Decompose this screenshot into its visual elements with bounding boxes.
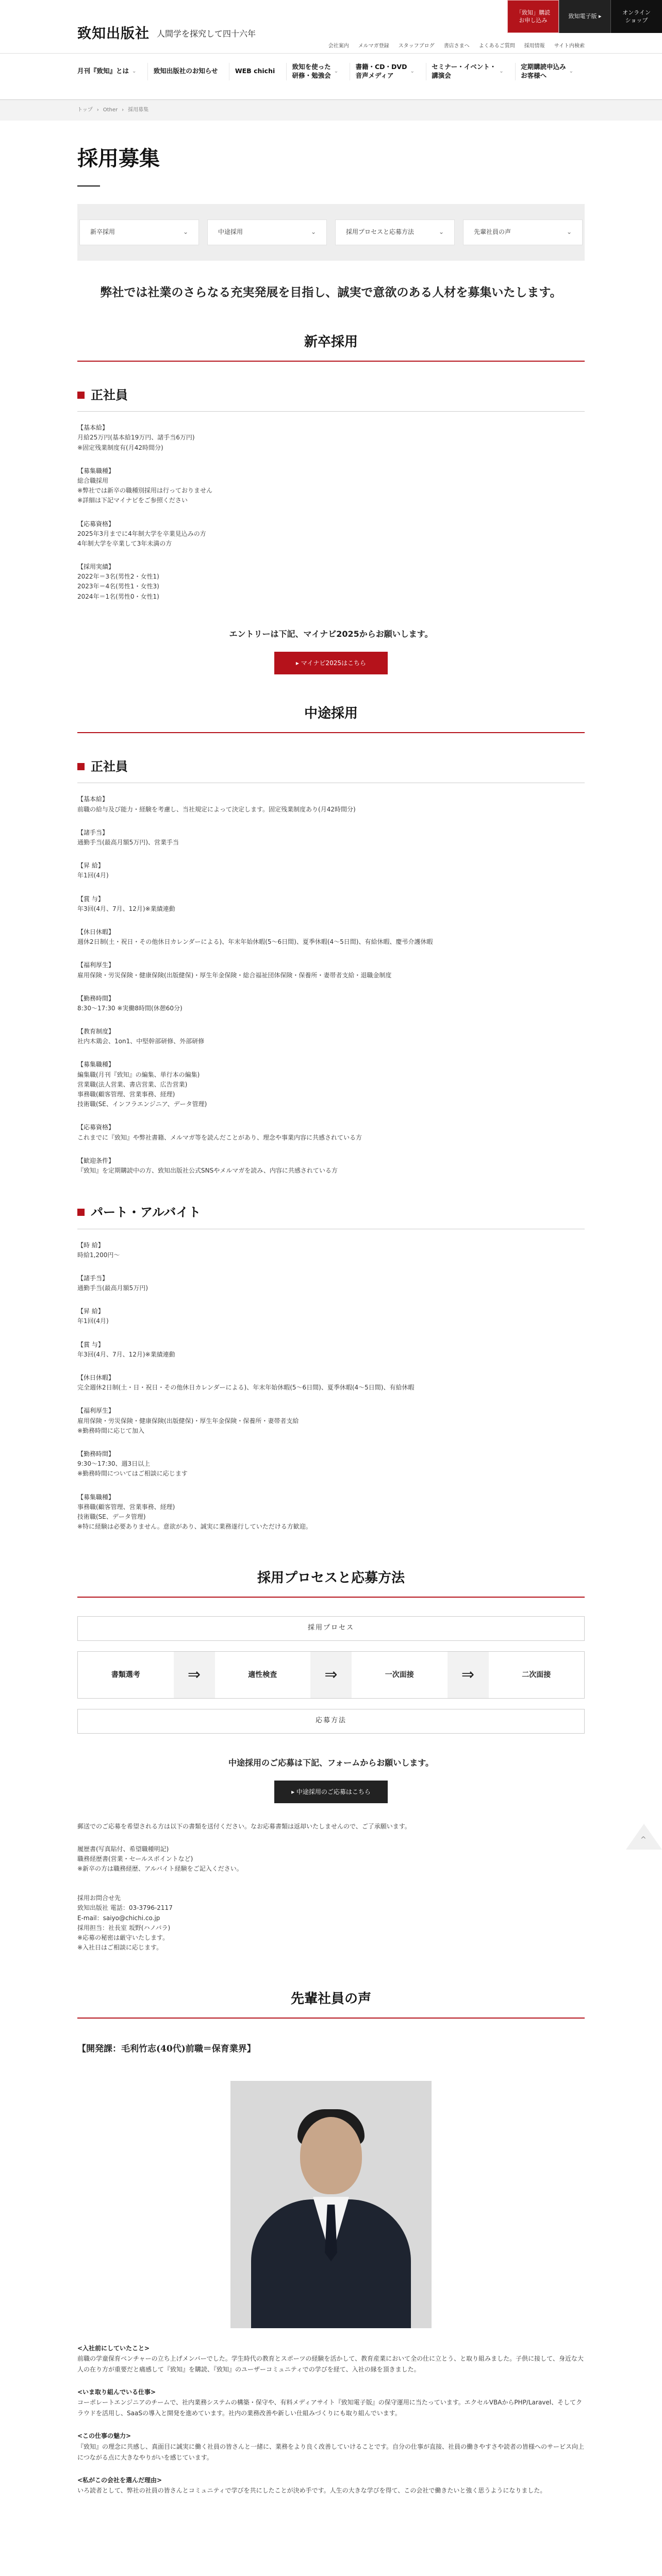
info-block: [77, 1406, 585, 1436]
anchor-voices[interactable]: [463, 219, 583, 245]
arrow-right-icon: ⇒: [448, 1652, 489, 1698]
util-link-search[interactable]: サイト内検索: [554, 43, 585, 49]
info-value: 前職の給与及び能力・経験を考慮し、当社規定によって決定します。固定残業制度あり(月42時間分): [77, 805, 356, 813]
info-block: [77, 794, 585, 814]
gnav-item-webchichi[interactable]: [235, 63, 287, 80]
info-block: [77, 1307, 585, 1326]
process-step: 書類選考: [111, 1670, 140, 1679]
info-block: [77, 1241, 585, 1260]
section-heading: 新卒採用: [304, 334, 358, 350]
info-value: 年1回(4月): [77, 872, 109, 879]
anchor-label: 中途採用: [218, 228, 243, 236]
subsection-heading: 正社員: [91, 759, 128, 774]
anchor-label: 新卒採用: [90, 228, 115, 236]
chevron-down-icon: ⌄: [183, 228, 188, 236]
info-key: 【諸手当】: [77, 1274, 109, 1282]
logo-area[interactable]: [77, 23, 256, 45]
info-value: 事務職(顧客管理、営業事務、経理) 技術職(SE、データ管理) ※特に経験は必要ありません。意欲があり、誠実に業務遂行していただける方歓迎。: [77, 1503, 312, 1531]
process-step: 二次面接: [522, 1670, 551, 1679]
apply-note: 中途採用のご応募は下記、フォームからお願いします。: [228, 1757, 434, 1768]
info-key: 【勤務時間】: [77, 994, 115, 1002]
breadcrumb-separator: ›: [96, 107, 99, 113]
gnav-item-about[interactable]: [77, 63, 148, 80]
info-key: 【勤務時間】: [77, 1450, 115, 1458]
info-block: [77, 1340, 585, 1360]
info-value: 9:30〜17:30、週3日以上 ※勤務時間についてはご相談に応じます: [77, 1460, 188, 1478]
chevron-down-icon: ⌄: [499, 69, 504, 75]
info-value: 2022年＝3名(男性2・女性1) 2023年＝4名(男性1・女性3) 2024年＝1名(男性0・女性1): [77, 573, 159, 600]
section-heading: 先輩社員の声: [290, 1991, 371, 2007]
top-buttons: [507, 0, 662, 33]
apply-label: 応募方法: [77, 1709, 585, 1734]
info-value: 週休2日制(土・祝日・その他休日カレンダーによる)、年末年始休暇(5〜6日間)、夏季休暇(4〜5日間)、有給休暇、慶弔介護休暇: [77, 938, 433, 946]
util-link-bookstore[interactable]: 書店さまへ: [443, 43, 470, 49]
subsection-heading: パート・アルバイト: [91, 1205, 201, 1220]
global-nav: [0, 54, 662, 100]
info-block: [77, 894, 585, 914]
arrow-right-icon: ⇒: [310, 1652, 352, 1698]
util-link-company[interactable]: 会社案内: [328, 43, 349, 49]
info-block: [77, 1493, 585, 1532]
anchor-label: 先輩社員の声: [474, 228, 511, 236]
utility-nav: [328, 42, 585, 50]
info-block: [77, 1373, 585, 1393]
square-bullet-icon: [77, 392, 85, 399]
section-divider: [77, 361, 585, 362]
gnav-item-news[interactable]: [154, 63, 230, 80]
gnav-label: 書籍・CD・DVD 音声メディア: [355, 63, 407, 79]
breadcrumb-other[interactable]: Other: [103, 107, 118, 113]
info-value: 2025年3月までに4年制大学を卒業見込みの方 4年制大学を卒業して3年未満の方: [77, 530, 206, 547]
breadcrumb: [0, 100, 662, 121]
info-value: 通勤手当(最高月額5万円): [77, 1284, 148, 1292]
info-key: 【時 給】: [77, 1241, 104, 1249]
info-block: [77, 562, 585, 602]
entry-note: エントリーは下記、マイナビ2025からお願いします。: [229, 629, 433, 639]
util-link-faq[interactable]: よくあるご質問: [478, 43, 515, 49]
required-docs: 履歴書(写真貼付、希望職種明記) 職務経歴書(営業・セールスポイントなど) ※新卒の方は職務経歴、アルバイト経験をご記入ください。: [77, 1845, 243, 1873]
anchor-newgrad[interactable]: [79, 219, 199, 245]
info-list: [77, 423, 585, 602]
section-divider: [77, 1597, 585, 1598]
info-block: [77, 423, 585, 453]
info-key: 【昇 給】: [77, 1308, 104, 1315]
breadcrumb-current: 採用募集: [128, 107, 149, 113]
info-value: 『致知』を定期購読中の方、致知出版社公式SNSやメルマガを読み、内容に共感されている方: [77, 1166, 338, 1174]
info-block: [77, 927, 585, 947]
info-value: 雇用保険・労災保険・健康保険(出版健保)・厚生年金保険・保養所・妻帯者支給 ※勤務時間に応じて加入: [77, 1417, 299, 1434]
employee-name: 【開発課：毛利竹志(40代)前職＝保育業界】: [77, 2043, 256, 2054]
info-block: [77, 1156, 585, 1176]
gnav-label: 定期購読申込み お客様へ: [521, 63, 566, 79]
section-divider: [77, 732, 585, 733]
info-key: 【休日休暇】: [77, 1374, 115, 1382]
gnav-item-books[interactable]: [355, 63, 426, 80]
info-block: [77, 1449, 585, 1479]
online-shop-button[interactable]: オンライン ショップ: [610, 0, 662, 33]
info-key: 【募集職種】: [77, 467, 115, 474]
info-key: 【賞 与】: [77, 1341, 104, 1348]
arrow-right-icon: ⇒: [174, 1652, 215, 1698]
info-key: 【募集職種】: [77, 1061, 115, 1069]
anchor-midcareer[interactable]: [207, 219, 327, 245]
info-value: 時給1,200円〜: [77, 1251, 120, 1259]
info-block: [77, 1123, 585, 1142]
info-key: 【応募資格】: [77, 1124, 115, 1131]
voice-question: <この仕事の魅力>: [77, 2432, 131, 2440]
title-underline: [77, 185, 100, 187]
info-value: これまでに『致知』や弊社書籍、メルマガ等を読んだことがあり、理念や事業内容に共感されている方: [77, 1133, 362, 1141]
employee-photo: [230, 2081, 432, 2328]
section-divider: [77, 2018, 585, 2019]
info-value: 完全週休2日制(土・日・祝日・その他休日カレンダーによる)、年末年始休暇(5〜6日間)、夏季休暇(4〜5日間)、有給休暇: [77, 1384, 415, 1392]
util-link-mailmag[interactable]: メルマガ登録: [358, 43, 389, 49]
info-value: 総合職採用 ※弊社では新卒の職種別採用は行っておりません ※詳細は下記マイナビをご参照ください: [77, 477, 213, 504]
info-block: [77, 466, 585, 506]
info-value: 社内木鶏会、1on1、中堅幹部研修、外部研修: [77, 1038, 205, 1045]
chevron-up-icon: ^: [640, 1836, 647, 1844]
voice-question: <私がこの会社を選んだ理由>: [77, 2476, 162, 2484]
info-value: 雇用保険・労災保険・健康保険(出版健保)・厚生年金保険・総合福祉団体保険・保養所・妻帯者支給・退職金制度: [77, 971, 392, 979]
voice-answer: 前職の学童保育ベンチャーの立ち上げメンバーでした。学生時代の教育とスポーツの経験を活かして、教育産業において全の仕に立とう、と取り組みました。子供に接して、身近な大人の在り方が重要だと痛感して『致知』を購読、『致知』のユーザーコミュニティでの学びを経て、入社の縁を頂きました。: [77, 2355, 584, 2374]
tagline: 人間学を探究して四十六年: [157, 28, 256, 39]
chevron-down-icon: ⌄: [132, 69, 137, 75]
page-top-button[interactable]: [626, 1819, 662, 1855]
breadcrumb-separator: ›: [122, 107, 124, 113]
gnav-label: 致知出版社のお知らせ: [153, 67, 218, 75]
gnav-label: 致知を使った 研修・勉強会: [292, 63, 331, 79]
subsection-heading: 正社員: [91, 387, 128, 402]
info-block: [77, 519, 585, 549]
site-header: [0, 0, 662, 54]
process-section: [77, 1568, 585, 1953]
gnav-label: WEB chichi: [235, 67, 275, 75]
section-heading: 採用プロセスと応募方法: [257, 1570, 405, 1586]
gnav-item-seminar[interactable]: [432, 63, 515, 80]
process-step: 一次面接: [385, 1670, 414, 1679]
info-block: [77, 828, 585, 848]
mynavi-button[interactable]: ▸ マイナビ2025はこちら: [274, 652, 388, 674]
info-key: 【教育制度】: [77, 1028, 115, 1036]
info-value: 月給25万円(基本給19万円、諸手当6万円) ※固定残業制度有(月42時間分): [77, 434, 195, 451]
process-flow: [77, 1651, 585, 1699]
lead-text: 弊社では社業のさらなる充実発展を目指し、誠実で意欲のある人材を募集いたします。: [100, 285, 562, 299]
voice-answer: コーポレートエンジニアのチームで、社内業務システムの構築・保守や、有料メディアサイト『致知電子版』の保守運用に当たっています。エクセルVBAからPHP/Laravel、そしてクラウドを活用し、SaaSの導入と開発を進めています。社内の業務改善や新しい仕組みづくりにも取り組んでいます。: [77, 2399, 583, 2417]
process-label: 採用プロセス: [77, 1616, 585, 1641]
subsection-divider: [77, 411, 585, 412]
util-link-recruit[interactable]: 採用情報: [524, 43, 545, 49]
info-block: [77, 1060, 585, 1109]
subscribe-button[interactable]: 「致知」購読 お申し込み: [507, 0, 559, 33]
info-block: [77, 1274, 585, 1293]
site-logo[interactable]: 致知出版社: [77, 26, 150, 42]
info-list: [77, 1241, 585, 1532]
info-key: 【歓迎条件】: [77, 1157, 115, 1164]
contact-info: 採用お問合せ先 致知出版社 電話：03-3796-2117 E-mail：saiyo@chichi.co.jp 採用担当：社長室 坂野(ハノバラ) ※応募の秘密は厳守いたします。 ※入社日はご相談に応じます。: [77, 1894, 173, 1952]
chevron-down-icon: ⌄: [566, 228, 572, 236]
info-key: 【福利厚生】: [77, 1407, 115, 1415]
info-key: 【基本給】: [77, 795, 109, 803]
info-key: 【昇 給】: [77, 862, 104, 870]
gnav-item-subscription[interactable]: [521, 63, 585, 80]
process-step: 適性検査: [248, 1670, 277, 1679]
info-block: [77, 861, 585, 880]
info-value: 年3回(4月、7月、12月)※業績連動: [77, 905, 175, 912]
gnav-label: セミナー・イベント・ 講演会: [432, 63, 496, 79]
page-title: 採用募集: [77, 146, 160, 171]
chevron-down-icon: ⌄: [438, 228, 444, 236]
info-value: 編集職(月刊『致知』の編集、単行本の編集) 営業職(法人営業、書店営業、広告営業) 事務職(顧客管理、営業事務、経理) 技術職(SE、インフラエンジニア、データ管理): [77, 1071, 207, 1108]
gnav-label: 月刊『致知』とは: [77, 67, 129, 75]
info-block: [77, 960, 585, 980]
main-content: [77, 121, 585, 2496]
chevron-down-icon: ⌄: [410, 69, 415, 75]
info-value: 年1回(4月): [77, 1317, 109, 1325]
gnav-item-training[interactable]: [292, 63, 350, 80]
info-value: 通勤手当(最高月額5万円)、営業手当: [77, 839, 179, 846]
info-key: 【応募資格】: [77, 520, 115, 528]
chevron-down-icon: ⌄: [569, 69, 573, 75]
info-key: 【福利厚生】: [77, 961, 115, 969]
chevron-down-icon: ⌄: [334, 69, 339, 75]
info-list: [77, 794, 585, 1176]
digital-edition-button[interactable]: 致知電子版 ▸: [559, 0, 610, 33]
square-bullet-icon: [77, 763, 85, 770]
voice-answer: いろ読者として、弊社の社員の皆さんとコミュニティで学びを共にしたことが決め手です。人生の大きな学びを得て、この会社で働きたいと強く思うようになりました。: [77, 2486, 547, 2494]
mail-apply-text: 郵送でのご応募を希望される方は以下の書類を送付ください。なお応募書類は返却いたしませんので、ご了承願います。: [77, 1823, 411, 1831]
info-block: [77, 994, 585, 1013]
info-key: 【諸手当】: [77, 828, 109, 836]
voice-qa-list: [77, 2344, 585, 2496]
anchor-label: 採用プロセスと応募方法: [346, 228, 415, 236]
voice-answer: 『致知』の理念に共感し、真面目に誠実に働く社員の皆さんと一緒に、業務をより良く改善していけることです。自分の仕事が直接、社員の働きやすさや読者の皆様へのサービス向上につながる点に大きなやりがいを感じています。: [77, 2443, 585, 2461]
info-key: 【休日休暇】: [77, 928, 115, 936]
info-key: 【採用実績】: [77, 563, 115, 571]
info-key: 【募集職種】: [77, 1493, 115, 1501]
info-block: [77, 1027, 585, 1046]
anchor-nav: [77, 204, 585, 261]
voices-section: [77, 1989, 585, 2496]
breadcrumb-home[interactable]: トップ: [77, 107, 93, 113]
newgrad-section: [77, 332, 585, 674]
voice-question: <入社前にしていたこと>: [77, 2345, 150, 2352]
info-value: 8:30〜17:30 ※実働8時間(休憩60分): [77, 1004, 183, 1012]
info-key: 【賞 与】: [77, 895, 104, 903]
square-bullet-icon: [77, 1209, 85, 1216]
midcareer-section: [77, 703, 585, 1532]
midcareer-apply-button[interactable]: ▸ 中途採用のご応募はこちら: [274, 1781, 388, 1803]
section-heading: 中途採用: [304, 706, 358, 722]
chevron-down-icon: ⌄: [310, 228, 316, 236]
util-link-blog[interactable]: スタッフブログ: [398, 43, 435, 49]
info-value: 年3回(4月、7月、12月)※業績連動: [77, 1350, 175, 1358]
anchor-process[interactable]: [335, 219, 455, 245]
info-key: 【基本給】: [77, 424, 109, 432]
voice-question: <いま取り組んでいる仕事>: [77, 2388, 156, 2396]
